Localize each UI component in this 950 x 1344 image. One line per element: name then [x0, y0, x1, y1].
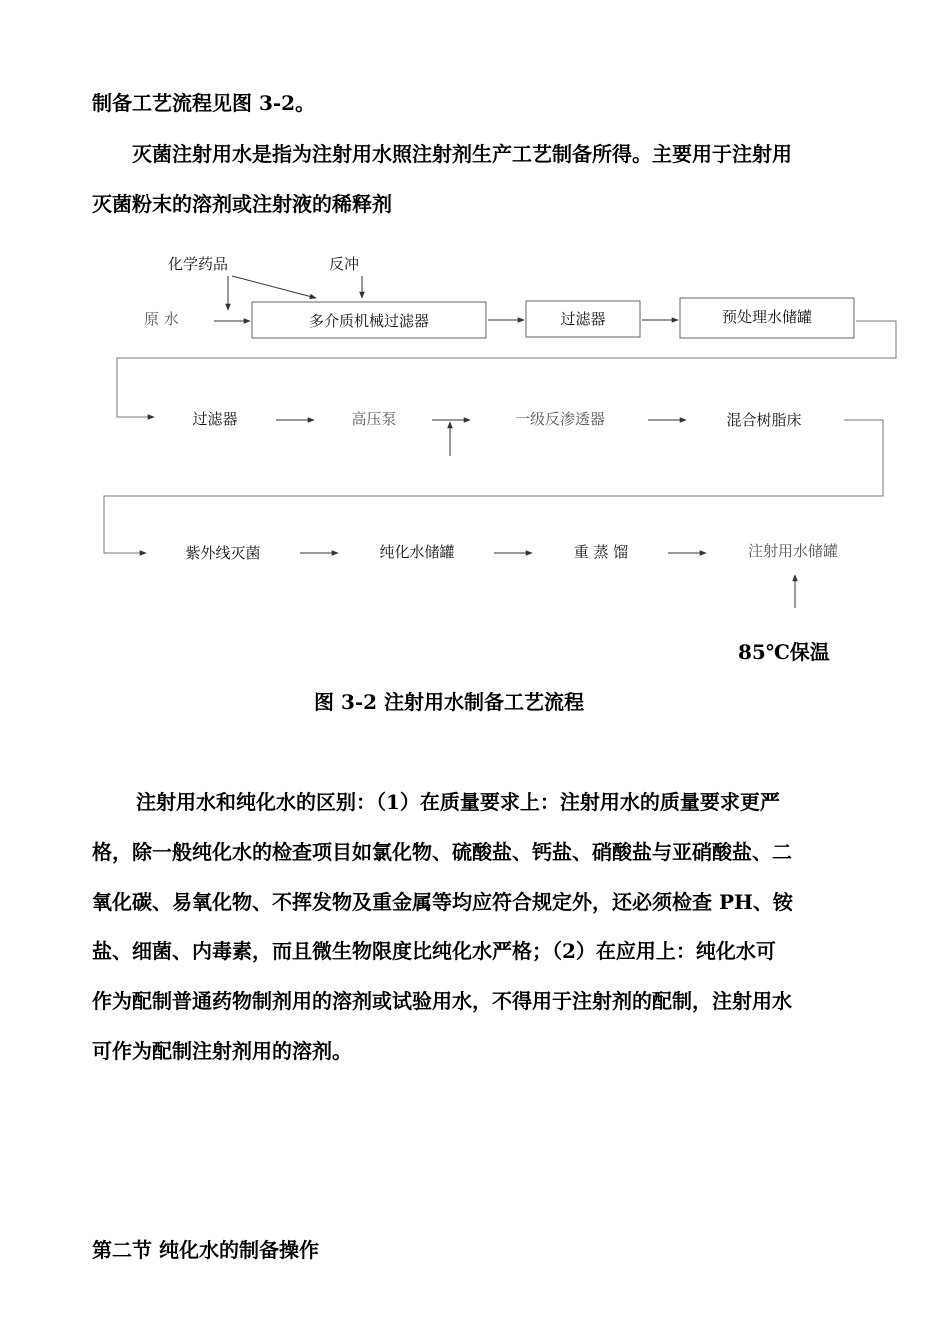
label-filter-1: 过滤器: [560, 310, 606, 328]
figure-caption: 图 3-2 注射用水制备工艺流程: [314, 690, 585, 714]
label-mixed-bed: 混合树脂床: [726, 411, 802, 429]
arrow-chemicals-diag: [232, 276, 316, 298]
label-uv: 紫外线灭菌: [185, 544, 261, 562]
body-line-3: 氧化碳、易氧化物、不挥发物及重金属等均应符合规定外，还必须检查 PH、铵: [92, 890, 793, 914]
label-filter-2: 过滤器: [192, 410, 238, 428]
label-wfi-tank: 注射用水储罐: [747, 542, 839, 560]
body-line-1: 注射用水和纯化水的区别：（1）在质量要求上：注射用水的质量要求更严: [136, 790, 780, 814]
body-line-6: 可作为配制注射剂用的溶剂。: [92, 1039, 352, 1063]
label-hp-pump: 高压泵: [351, 410, 397, 428]
body-line-5: 作为配制普通药物制剂用的溶剂或试验用水，不得用于注射剂的配制，注射用水: [92, 989, 792, 1013]
intro-line-3: 灭菌粉末的溶剂或注射液的稀释剂: [92, 192, 392, 216]
body-line-4: 盐、细菌、内毒素，而且微生物限度比纯化水严格；（2）在应用上：纯化水可: [92, 939, 776, 963]
label-purified-tank: 纯化水储罐: [379, 543, 455, 561]
label-multimedia-filter: 多介质机械过滤器: [308, 312, 430, 330]
intro-line-2: 灭菌注射用水是指为注射用水照注射剂生产工艺制备所得。主要用于注射用: [132, 142, 792, 166]
keep-warm-label: 85℃保温: [738, 640, 830, 664]
connector-row2-row3: [104, 420, 883, 553]
label-ro: 一级反渗透器: [514, 410, 606, 428]
label-backwash: 反冲: [329, 255, 360, 273]
label-chemicals: 化学药品: [168, 255, 229, 273]
section-heading: 第二节 纯化水的制备操作: [92, 1238, 319, 1262]
label-distill: 重 蒸 馏: [573, 543, 629, 561]
label-raw-water: 原 水: [144, 310, 179, 328]
label-pretreat-tank: 预处理水储罐: [721, 308, 813, 326]
connector-row1-row2: [117, 321, 896, 417]
intro-line-1: 制备工艺流程见图 3-2。: [92, 91, 316, 115]
body-line-2: 格，除一般纯化水的检查项目如氯化物、硫酸盐、钙盐、硝酸盐与亚硝酸盐、二: [92, 840, 792, 864]
